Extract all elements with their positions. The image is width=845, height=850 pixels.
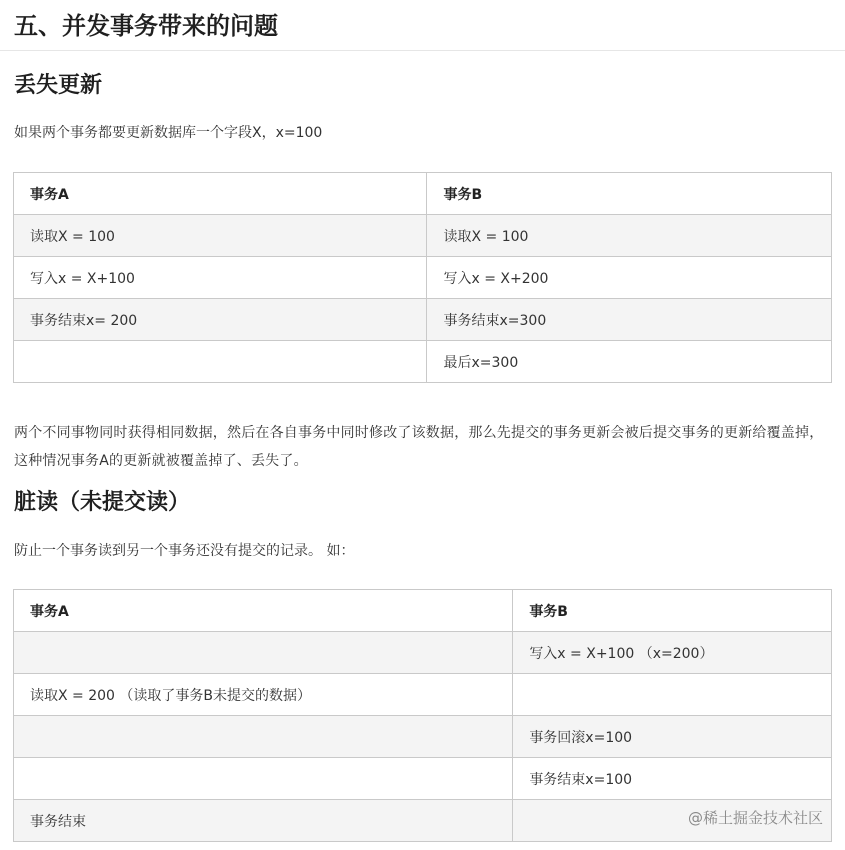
table-row	[14, 257, 832, 299]
table-row	[14, 716, 832, 758]
table-cell	[14, 632, 513, 674]
table-cell: 事务结束	[14, 800, 513, 842]
table-cell: 写入x = X+100	[14, 257, 427, 299]
dirty-read-heading: 脏读（未提交读）	[14, 490, 191, 515]
section-title: 五、并发事务带来的问题	[14, 12, 278, 40]
table-header-cell: 事务A	[14, 173, 427, 215]
table-cell: 写入x = X+200	[427, 257, 832, 299]
table-header-cell: 事务B	[427, 173, 832, 215]
lost-update-explanation: 两个不同事物同时获得相同数据，然后在各自事务中同时修改了该数据，那么先提交的事务更新会被后提交事务的更新给覆盖掉，这种情况事务A的更新就被覆盖掉了、丢失了。	[14, 425, 824, 469]
table-header-row	[14, 173, 832, 215]
lost-update-intro: 如果两个事务都要更新数据库一个字段X，x=100	[14, 125, 323, 141]
table-row	[14, 674, 832, 716]
table-row	[14, 299, 832, 341]
table-row	[14, 632, 832, 674]
table-header-row	[14, 590, 832, 632]
table-cell	[14, 758, 513, 800]
table-row	[14, 215, 832, 257]
dirty-read-table	[13, 589, 832, 842]
table-cell: 事务结束x= 200	[14, 299, 427, 341]
table-cell: 事务结束x=100	[513, 758, 832, 800]
lost-update-heading: 丢失更新	[14, 73, 103, 98]
table-cell	[513, 674, 832, 716]
table-row	[14, 341, 832, 383]
table-cell: 最后x=300	[427, 341, 832, 383]
table-header-cell: 事务B	[513, 590, 832, 632]
table-cell: 读取X = 200 （读取了事务B未提交的数据）	[14, 674, 513, 716]
section-divider	[0, 50, 845, 51]
table-cell	[14, 341, 427, 383]
table-cell: 事务结束x=300	[427, 299, 832, 341]
table-cell: 写入x = X+100 （x=200）	[513, 632, 832, 674]
table-header-cell: 事务A	[14, 590, 513, 632]
table-cell: 读取X = 100	[14, 215, 427, 257]
table-cell	[14, 716, 513, 758]
table-cell: 事务回滚x=100	[513, 716, 832, 758]
watermark: @稀土掘金技术社区	[687, 809, 823, 827]
dirty-read-intro: 防止一个事务读到另一个事务还没有提交的记录。 如：	[14, 543, 355, 559]
table-cell: 读取X = 100	[427, 215, 832, 257]
table-row	[14, 758, 832, 800]
lost-update-table	[13, 172, 832, 383]
